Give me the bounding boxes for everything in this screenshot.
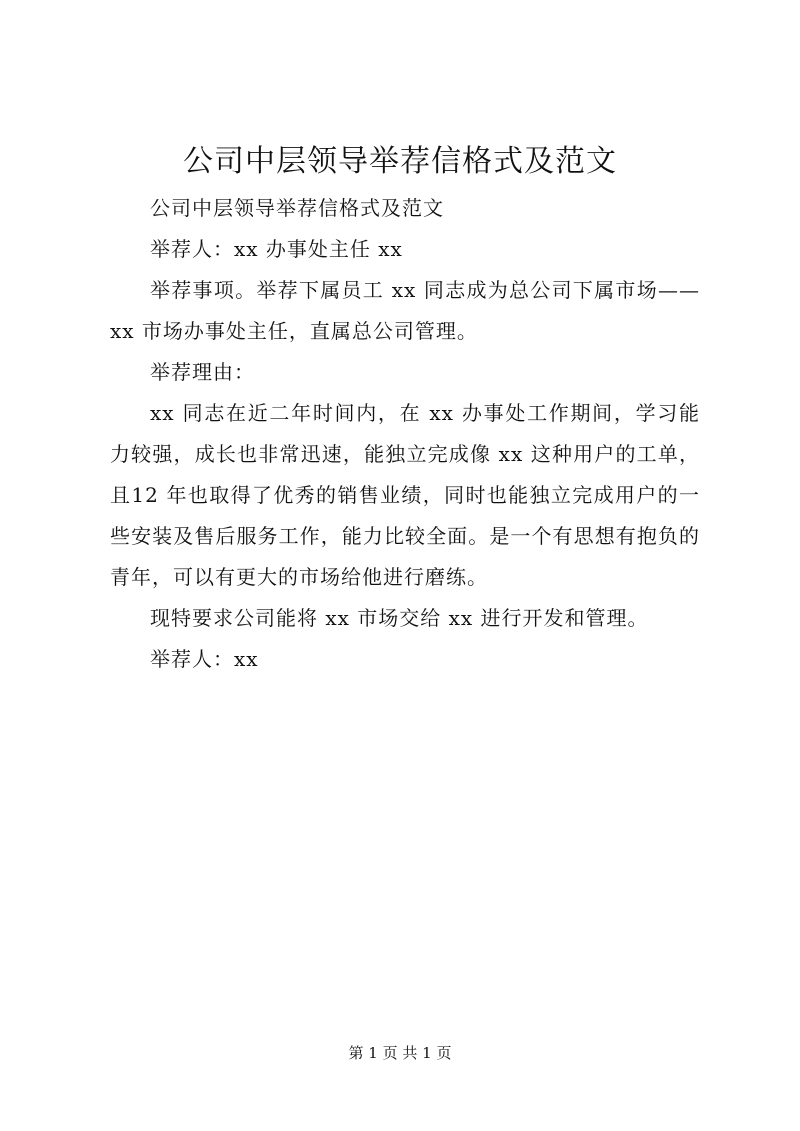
- paragraph-recommender: 举荐人：xx 办事处主任 xx: [150, 237, 403, 261]
- paragraph-subtitle: 公司中层领导举荐信格式及范文: [150, 196, 444, 220]
- paragraph-reason: xx 同志在近二年时间内，在 xx 办事处工作期间，学习能力较强，成长也非常迅速，能独立完成像 xx 这种用户的工单，且12 年也取得了优秀的销售业绩，同时也能独立完成用户的一些安装及售后服务工作，能力比较全面。是一个有思想有抱负的青年，可以有更大的市场给他进行磨练。: [110, 401, 700, 589]
- paragraph-request: 现特要求公司能将 xx 市场交给 xx 进行开发和管理。: [150, 606, 649, 630]
- paragraph-matter: 举荐事项。举荐下属员工 xx 同志成为总公司下属市场——xx 市场办事处主任，直属总公司管理。: [110, 278, 700, 343]
- document-body: [110, 188, 700, 680]
- document-title: 公司中层领导举荐信格式及范文: [183, 144, 617, 179]
- paragraph-reason-heading: 举荐理由：: [150, 360, 255, 384]
- paragraph-signature: 举荐人：xx: [150, 647, 259, 671]
- page-footer: 第 1 页 共 1 页: [348, 1044, 452, 1062]
